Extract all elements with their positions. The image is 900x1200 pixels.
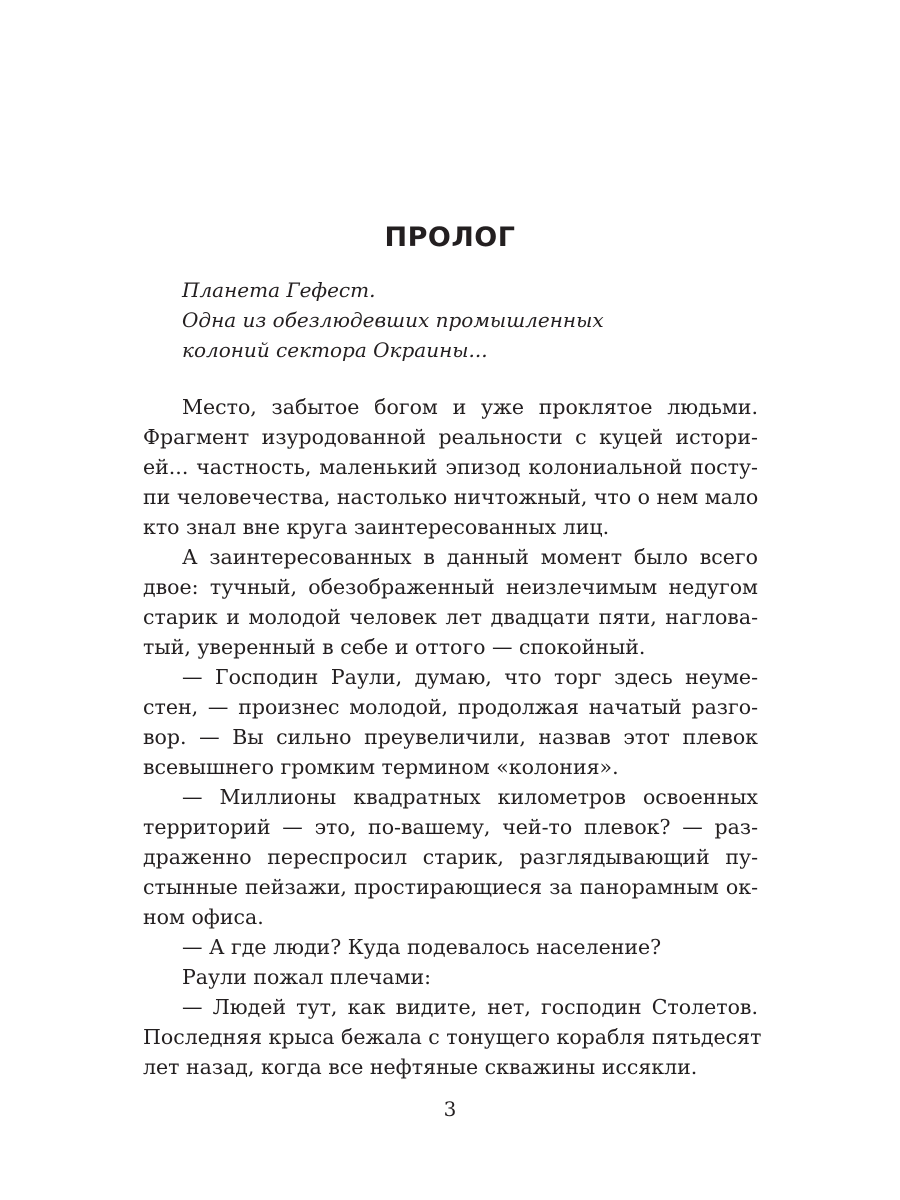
text-line: пи человечества, настолько ничтожный, что о нем мало <box>143 485 759 509</box>
text-line: Последняя крыса бежала с тонущего корабля пятьдесят <box>143 1025 762 1049</box>
text-line: — Господин Раули, думаю, что торг здесь неуме- <box>182 665 758 689</box>
text-line: — А где люди? Куда подевалось население? <box>182 935 662 959</box>
text-line: лет назад, когда все нефтяные скважины иссякли. <box>143 1055 698 1079</box>
paragraph <box>143 542 758 662</box>
text-line: тый, уверенный в себе и оттого — спокойный. <box>143 635 646 659</box>
paragraph <box>143 392 758 542</box>
epigraph-line: Одна из обезлюдевших промышленных <box>182 308 604 332</box>
text-line: — Миллионы квадратных километров освоенных <box>182 785 758 809</box>
epigraph-line: колоний сектора Окраины... <box>182 338 488 362</box>
chapter-title: ПРОЛОГ <box>384 222 516 253</box>
text-line: Место, забытое богом и уже проклятое людьми. <box>182 395 758 419</box>
text-line: вор. — Вы сильно преувеличили, назвав этот плевок <box>143 725 758 749</box>
text-line: стынные пейзажи, простирающиеся за панорамным ок- <box>143 875 758 899</box>
epigraph-line: Планета Гефест. <box>182 278 376 302</box>
paragraph <box>143 782 758 932</box>
text-line: Фрагмент изуродованной реальности с куцей истори- <box>143 425 758 449</box>
paragraph <box>143 662 758 782</box>
text-line: драженно переспросил старик, разглядывающий пу- <box>143 845 758 869</box>
paragraph <box>143 992 762 1082</box>
epigraph <box>182 275 782 365</box>
text-line: всевышнего громким термином «колония». <box>143 755 619 779</box>
page-number: 3 <box>443 1097 457 1121</box>
text-line: А заинтересованных в данный момент было всего <box>182 545 758 569</box>
text-line: Раули пожал плечами: <box>182 965 432 989</box>
text-line: двое: тучный, обезображенный неизлечимым недугом <box>143 575 758 599</box>
text-line: ей... частность, маленький эпизод колониальной посту- <box>143 455 758 479</box>
text-line: ном офиса. <box>143 905 264 929</box>
text-line: кто знал вне круга заинтересованных лиц. <box>143 515 610 539</box>
paragraph <box>143 932 758 962</box>
text-line: стен, — произнес молодой, продолжая начатый разго- <box>143 695 758 719</box>
text-line: старик и молодой человек лет двадцати пяти, наглова- <box>143 605 758 629</box>
body-text <box>143 392 762 1082</box>
paragraph <box>143 962 758 992</box>
text-line: — Людей тут, как видите, нет, господин Столетов. <box>182 995 758 1019</box>
text-line: территорий — это, по-вашему, чей-то плевок? — раз- <box>143 815 758 839</box>
